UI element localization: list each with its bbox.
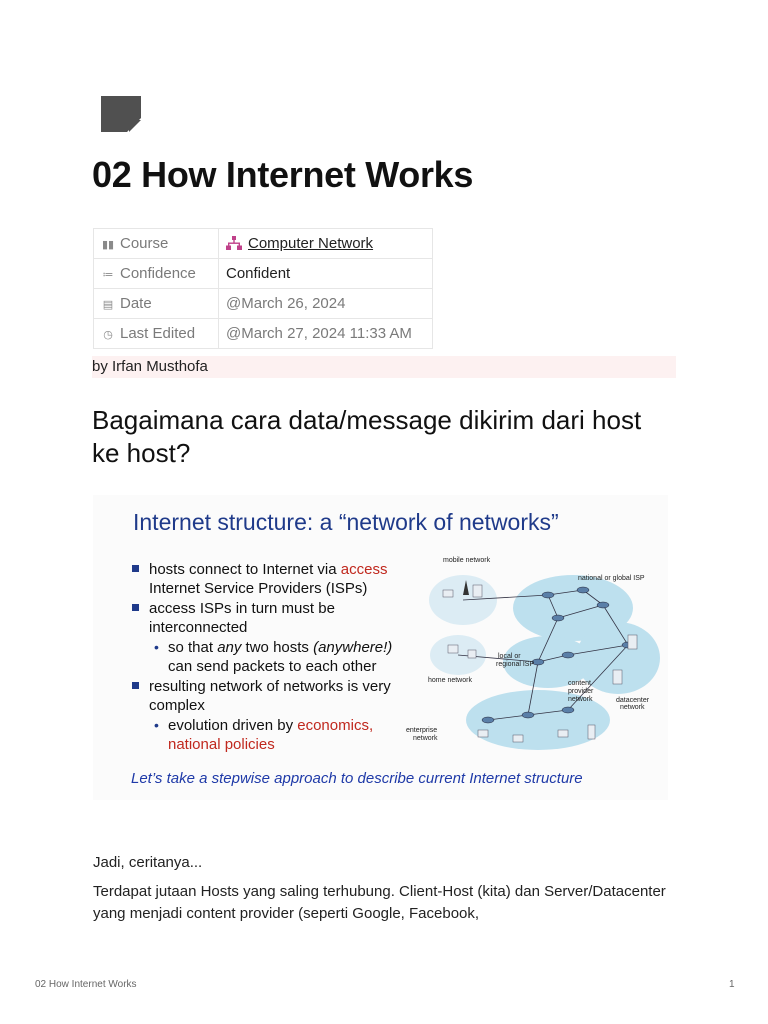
svg-text:network: network — [620, 704, 645, 711]
svg-text:regional ISP: regional ISP — [496, 661, 535, 668]
svg-text:national or global ISP: national or global ISP — [578, 575, 645, 582]
property-value[interactable] — [219, 229, 433, 259]
svg-text:provider: provider — [568, 688, 594, 695]
svg-text:local or: local or — [498, 653, 521, 660]
slide-footer-text: Let’s take a stepwise approach to describe current Internet structure — [131, 770, 583, 787]
property-row-confidence — [94, 259, 433, 289]
network-icon — [226, 236, 242, 250]
paragraph: Terdapat jutaan Hosts yang saling terhubung. Client-Host (kita) dan Server/Datacenter yang menjadi content provider (seperti Google, Facebook, — [93, 883, 666, 922]
calendar-icon: ▤ — [102, 299, 114, 311]
slide-title: Internet structure: a “network of networks” — [133, 509, 559, 535]
sub-bullet-item: • evolution driven by economics, national policies — [154, 717, 374, 753]
svg-text:home network: home network — [428, 677, 472, 684]
property-value[interactable]: @March 26, 2024 — [219, 289, 433, 319]
network-diagram — [406, 550, 658, 760]
svg-text:content: content — [568, 680, 591, 687]
property-row-course — [94, 229, 433, 259]
svg-text:enterprise: enterprise — [406, 727, 438, 734]
property-key: ◷ Last Edited — [94, 319, 219, 349]
book-icon: ▮▮ — [101, 239, 115, 251]
bullet-item: resulting network of networks is very complex — [131, 677, 431, 715]
sub-bullet-item: • so that any two hosts (anywhere!) can send packets to each other — [154, 639, 393, 675]
properties-table — [93, 228, 433, 349]
author-callout: by Irfan Musthofa — [92, 356, 676, 378]
page-title: 02 How Internet Works — [92, 154, 474, 195]
property-value[interactable]: Confident — [219, 259, 433, 289]
property-key: ▮▮ Course — [94, 229, 219, 259]
course-link[interactable]: Computer Network — [248, 235, 374, 252]
bullet-item: access ISPs in turn must be interconnected — [131, 599, 431, 637]
paragraph: Jadi, ceritanya... — [93, 854, 203, 871]
bullet-item: hosts connect to Internet via access Internet Service Providers (ISPs) — [131, 560, 431, 598]
property-row-last-edited — [94, 319, 433, 349]
footer-doc-title: 02 How Internet Works — [35, 979, 137, 990]
svg-text:datacenter: datacenter — [616, 697, 650, 704]
slide-image — [93, 495, 668, 800]
clock-icon: ◷ — [103, 329, 113, 341]
slide-bullet-list — [131, 560, 431, 755]
property-key: ▤ Date — [94, 289, 219, 319]
svg-text:network: network — [568, 696, 593, 703]
footer-page-number: 1 — [729, 979, 735, 990]
property-key: ≔ Confidence — [94, 259, 219, 289]
section-heading: Bagaimana cara data/message dikirim dari host ke host? — [92, 405, 642, 468]
property-row-date — [94, 289, 433, 319]
property-value: @March 27, 2024 11:33 AM — [219, 319, 433, 349]
spinner-icon: ≔ — [102, 269, 114, 281]
svg-text:network: network — [413, 735, 438, 742]
note-page-icon — [101, 96, 141, 132]
svg-text:mobile network: mobile network — [443, 557, 491, 564]
